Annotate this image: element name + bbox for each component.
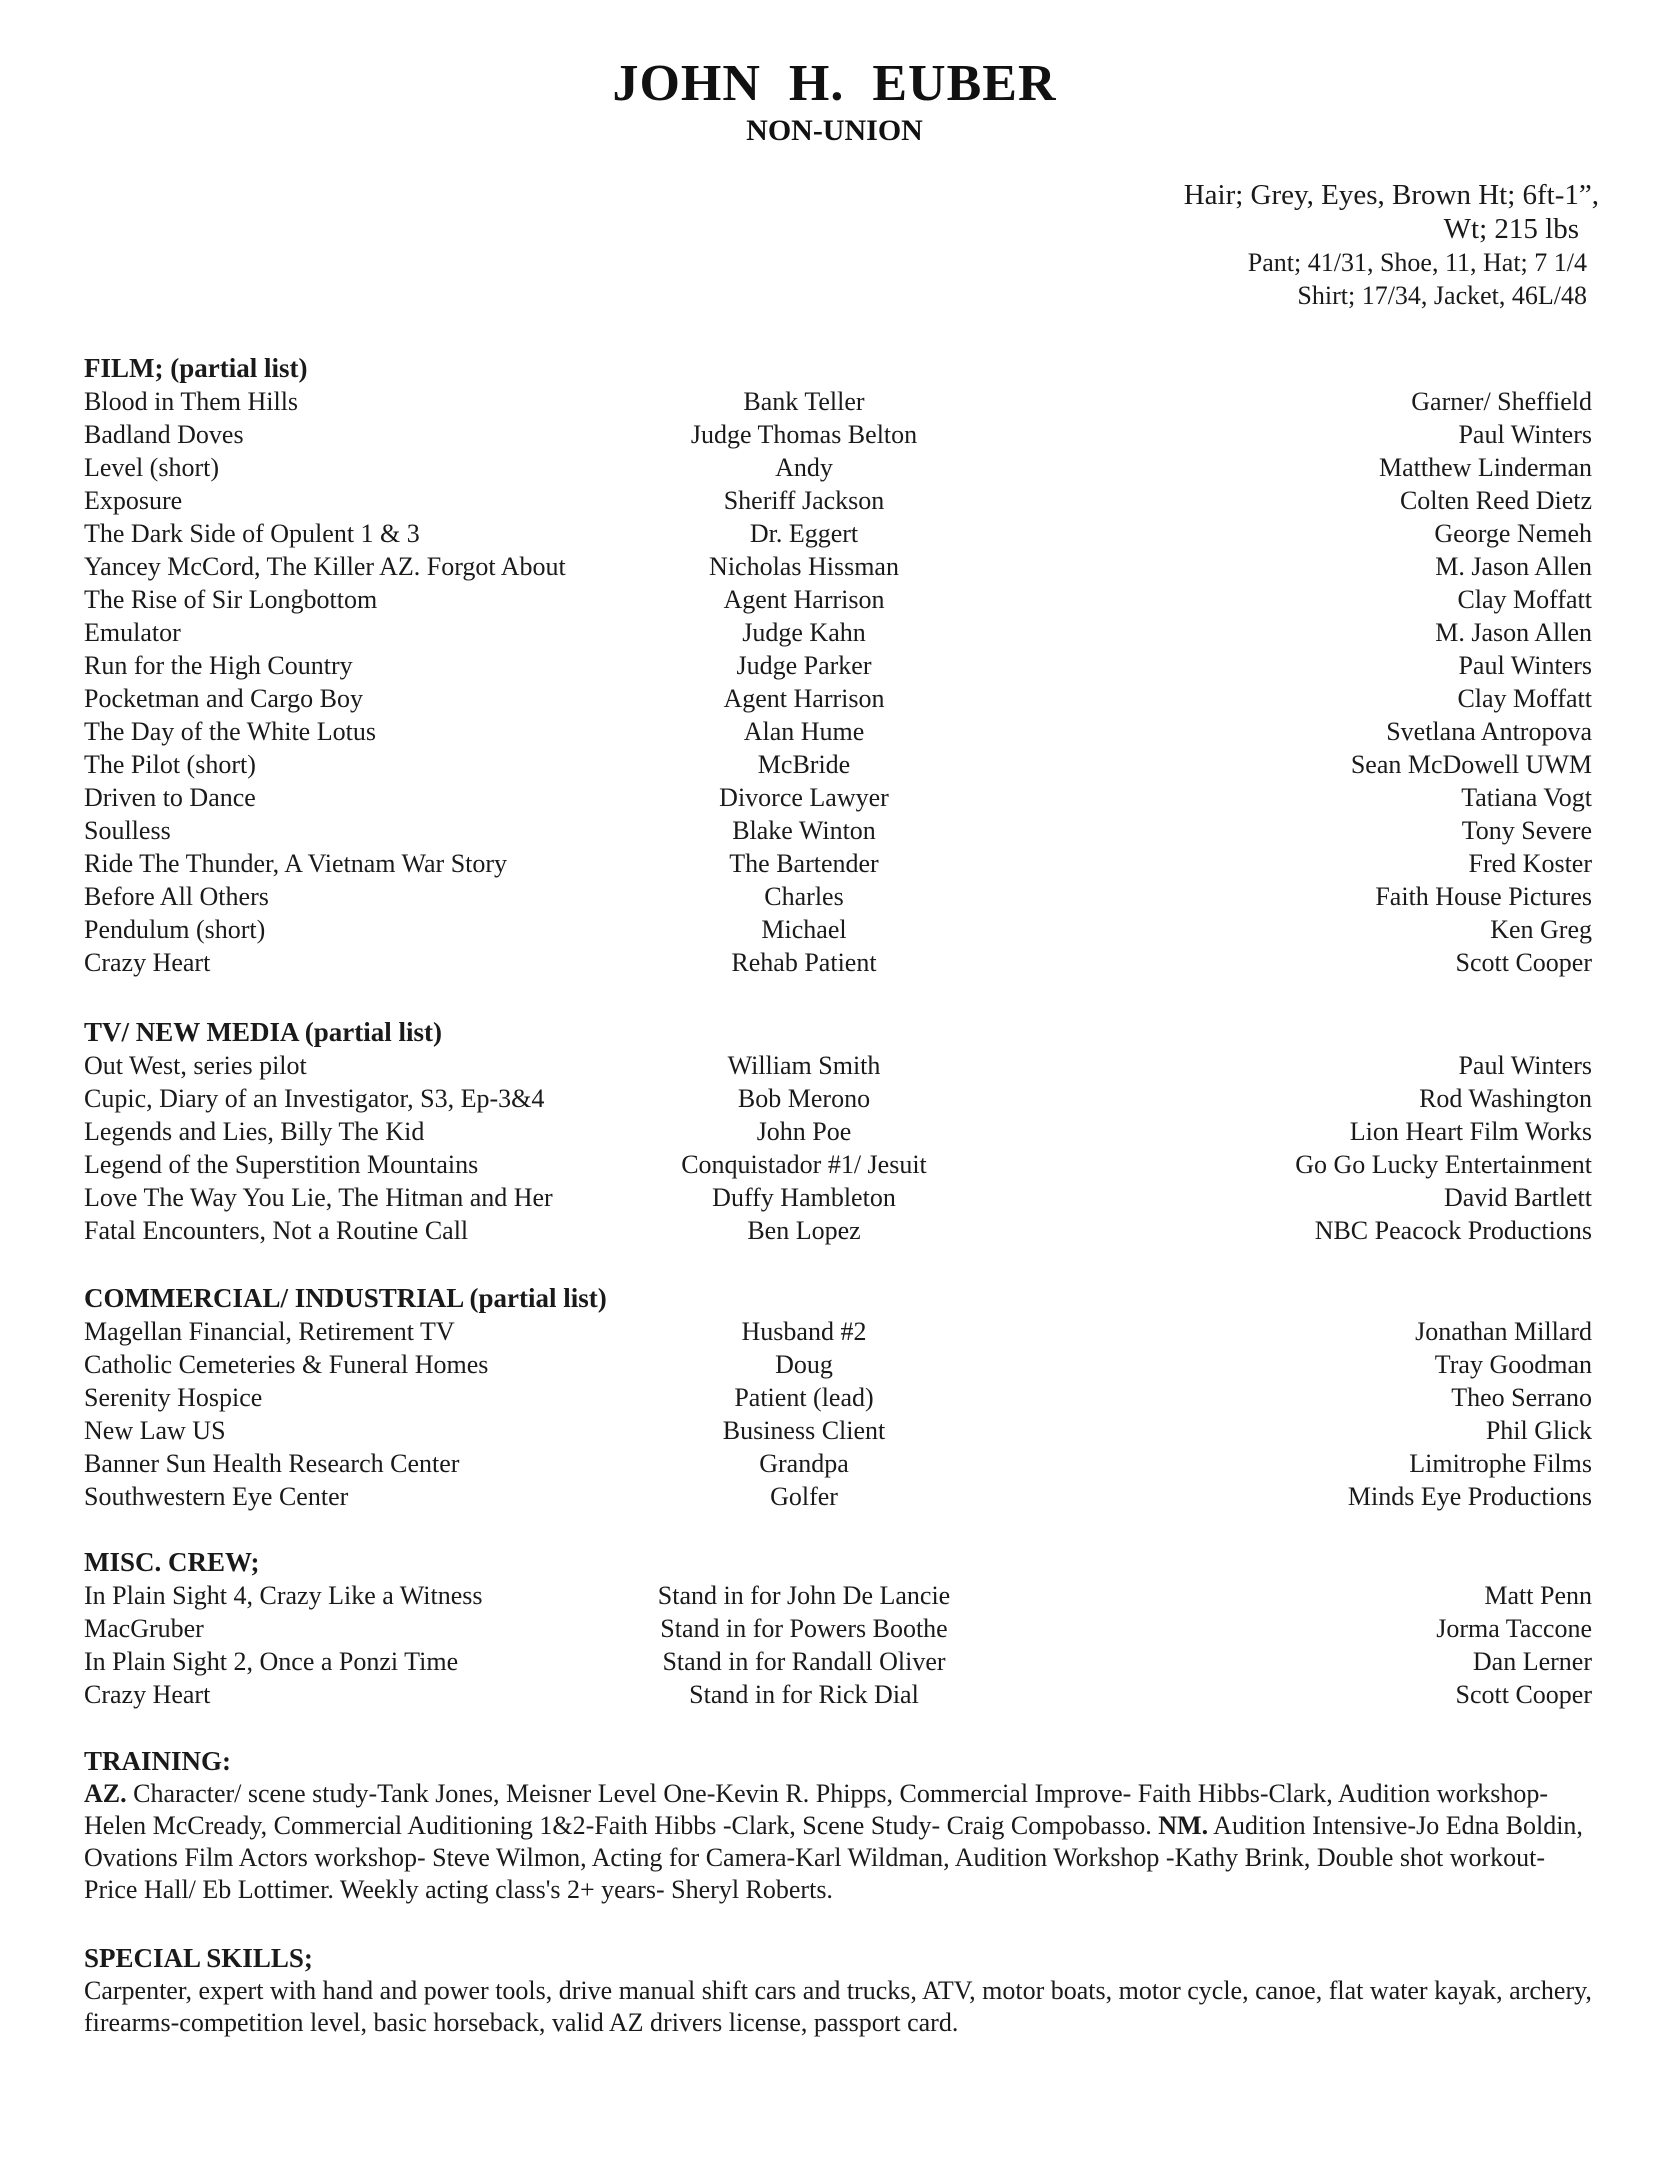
credit-director: Matthew Linderman xyxy=(1379,453,1592,482)
credit-role: Andy xyxy=(775,453,833,482)
credit-row xyxy=(84,748,1592,781)
credit-director: Matt Penn xyxy=(1484,1581,1592,1610)
credit-title: Serenity Hospice xyxy=(84,1383,263,1412)
credit-row xyxy=(84,1082,1592,1115)
credit-role: Rehab Patient xyxy=(731,948,877,977)
training-text xyxy=(84,1778,1592,1906)
credit-title: Exposure xyxy=(84,486,183,515)
credit-role: Charles xyxy=(764,882,844,911)
tv-list xyxy=(84,1049,1592,1247)
credit-row xyxy=(84,1447,1592,1480)
credit-role: Grandpa xyxy=(759,1449,849,1478)
credit-director: Dan Lerner xyxy=(1472,1647,1592,1676)
credit-title: Ride The Thunder, A Vietnam War Story xyxy=(84,849,508,878)
credit-row xyxy=(84,1181,1592,1214)
credit-title: Badland Doves xyxy=(84,420,244,449)
stats-line-2: Wt; 215 lbs xyxy=(1443,213,1579,245)
actor-name: JOHN H. EUBER xyxy=(612,55,1057,112)
credit-director: Tony Severe xyxy=(1461,816,1592,845)
credit-role: John Poe xyxy=(756,1117,852,1146)
credit-director: Scott Cooper xyxy=(1455,1680,1592,1709)
section-title: FILM; (partial list) xyxy=(84,353,308,383)
film-list xyxy=(84,385,1592,979)
credit-row xyxy=(84,484,1592,517)
credit-title: Run for the High Country xyxy=(84,651,353,680)
credit-role: Dr. Eggert xyxy=(749,519,859,548)
credit-role: Conquistador #1/ Jesuit xyxy=(681,1150,927,1179)
credit-role: Golfer xyxy=(770,1482,838,1511)
credit-director: Garner/ Sheffield xyxy=(1411,387,1592,416)
credit-director: M. Jason Allen xyxy=(1435,552,1592,581)
film-section xyxy=(84,352,1592,979)
skills-text: Carpenter, expert with hand and power tools, drive manual shift cars and trucks, ATV, motor boats, motor cycle, canoe, flat water kayak, archery, firearms-competition level, basic horseback, valid AZ drivers license, passport card. xyxy=(84,1976,1592,2037)
credit-row xyxy=(84,1049,1592,1082)
credit-title: Soulless xyxy=(84,816,171,845)
credit-role: Bob Merono xyxy=(737,1084,871,1113)
credit-row xyxy=(84,913,1592,946)
credit-director: Phil Glick xyxy=(1485,1416,1592,1445)
credit-director: Clay Moffatt xyxy=(1457,684,1592,713)
credit-row xyxy=(84,781,1592,814)
credit-role: Doug xyxy=(775,1350,833,1379)
credit-role: Stand in for Rick Dial xyxy=(689,1680,919,1709)
credit-role: Business Client xyxy=(722,1416,886,1445)
credit-row xyxy=(84,418,1592,451)
credit-title: Emulator xyxy=(84,618,181,647)
credit-director: Fred Koster xyxy=(1468,849,1592,878)
credit-title: The Rise of Sir Longbottom xyxy=(84,585,378,614)
credit-director: Svetlana Antropova xyxy=(1386,717,1592,746)
credit-title: Pocketman and Cargo Boy xyxy=(84,684,363,713)
credit-role: The Bartender xyxy=(729,849,879,878)
credit-title: Yancey McCord, The Killer AZ. Forgot About xyxy=(84,552,566,581)
credit-title: Banner Sun Health Research Center xyxy=(84,1449,460,1478)
credit-role: Stand in for John De Lancie xyxy=(657,1581,951,1610)
credit-row xyxy=(84,847,1592,880)
credit-title: Level (short) xyxy=(84,453,220,482)
credit-director: Tatiana Vogt xyxy=(1461,783,1592,812)
credit-title: The Dark Side of Opulent 1 & 3 xyxy=(84,519,420,548)
credit-director: Paul Winters xyxy=(1458,420,1592,449)
credit-row xyxy=(84,682,1592,715)
crew-section xyxy=(84,1546,1592,1711)
credit-row xyxy=(84,814,1592,847)
credit-title: Crazy Heart xyxy=(84,948,211,977)
section-title: TV/ NEW MEDIA (partial list) xyxy=(84,1017,443,1047)
credit-director: Jonathan Millard xyxy=(1415,1317,1592,1346)
credit-role: Blake Winton xyxy=(732,816,876,845)
credit-title: Before All Others xyxy=(84,882,269,911)
credit-role: Stand in for Powers Boothe xyxy=(660,1614,948,1643)
credit-role: Duffy Hambleton xyxy=(712,1183,896,1212)
credit-row xyxy=(84,1678,1592,1711)
credit-director: Paul Winters xyxy=(1458,1051,1592,1080)
credit-title: Magellan Financial, Retirement TV xyxy=(84,1317,455,1346)
credit-row xyxy=(84,1612,1592,1645)
stats-line-3: Pant; 41/31, Shoe, 11, Hat; 7 1/4 xyxy=(1247,248,1587,277)
credit-role: Divorce Lawyer xyxy=(719,783,889,812)
credit-row xyxy=(84,616,1592,649)
credit-title: Love The Way You Lie, The Hitman and Her xyxy=(84,1183,553,1212)
credit-director: Faith House Pictures xyxy=(1375,882,1592,911)
credit-director: Colten Reed Dietz xyxy=(1399,486,1592,515)
union-status: NON-UNION xyxy=(746,114,923,147)
credit-row xyxy=(84,1381,1592,1414)
credit-role: Agent Harrison xyxy=(723,585,885,614)
credit-row xyxy=(84,1315,1592,1348)
credit-row xyxy=(84,1348,1592,1381)
credit-title: Catholic Cemeteries & Funeral Homes xyxy=(84,1350,489,1379)
credit-director: Scott Cooper xyxy=(1455,948,1592,977)
credit-row xyxy=(84,1214,1592,1247)
credit-role: Michael xyxy=(761,915,847,944)
credit-director: M. Jason Allen xyxy=(1435,618,1592,647)
credit-title: Cupic, Diary of an Investigator, S3, Ep-3&4 xyxy=(84,1084,545,1113)
credit-role: McBride xyxy=(757,750,851,779)
credit-director: Go Go Lucky Entertainment xyxy=(1295,1150,1592,1179)
credit-director: Sean McDowell UWM xyxy=(1350,750,1592,779)
credit-row xyxy=(84,550,1592,583)
credit-row xyxy=(84,946,1592,979)
section-title: MISC. CREW; xyxy=(84,1547,260,1577)
credit-title: Blood in Them Hills xyxy=(84,387,299,416)
credit-title: Legends and Lies, Billy The Kid xyxy=(84,1117,425,1146)
credit-role: William Smith xyxy=(727,1051,881,1080)
credit-role: Sheriff Jackson xyxy=(723,486,885,515)
credit-role: Ben Lopez xyxy=(747,1216,861,1245)
credit-director: Clay Moffatt xyxy=(1457,585,1592,614)
credit-director: Theo Serrano xyxy=(1451,1383,1592,1412)
credit-director: Limitrophe Films xyxy=(1409,1449,1592,1478)
credit-row xyxy=(84,715,1592,748)
az-text: Character/ scene study-Tank Jones, Meisner Level One-Kevin R. Phipps, Commercial Improve- Faith Hibbs-Clark, Audition workshop-Helen McCready, Commercial Auditioning 1&2-Faith Hibbs -Clark, Scene Study- Craig Compobasso. xyxy=(84,1779,1549,1840)
credit-row xyxy=(84,1148,1592,1181)
credit-director: Paul Winters xyxy=(1458,651,1592,680)
physical-stats xyxy=(1184,178,1599,312)
credit-director: Rod Washington xyxy=(1419,1084,1592,1113)
credit-role: Judge Thomas Belton xyxy=(690,420,918,449)
commercial-list xyxy=(84,1315,1592,1513)
commercial-section xyxy=(84,1282,1592,1513)
credit-director: Ken Greg xyxy=(1490,915,1592,944)
credit-director: George Nemeh xyxy=(1434,519,1592,548)
credit-role: Judge Parker xyxy=(736,651,872,680)
section-title: COMMERCIAL/ INDUSTRIAL (partial list) xyxy=(84,1283,607,1313)
credit-row xyxy=(84,1115,1592,1148)
crew-list xyxy=(84,1579,1592,1711)
credit-title: Crazy Heart xyxy=(84,1680,211,1709)
credit-role: Patient (lead) xyxy=(734,1383,874,1412)
tv-section xyxy=(84,1016,1592,1247)
credit-director: Lion Heart Film Works xyxy=(1349,1117,1592,1146)
credit-title: The Pilot (short) xyxy=(84,750,256,779)
training-section xyxy=(84,1745,1592,1906)
credit-title: Legend of the Superstition Mountains xyxy=(84,1150,479,1179)
az-label: AZ. xyxy=(84,1779,127,1808)
credit-title: New Law US xyxy=(84,1416,226,1445)
credit-director: NBC Peacock Productions xyxy=(1314,1216,1592,1245)
credit-title: The Day of the White Lotus xyxy=(84,717,376,746)
credit-title: Driven to Dance xyxy=(84,783,256,812)
credit-role: Agent Harrison xyxy=(723,684,885,713)
credit-role: Nicholas Hissman xyxy=(709,552,899,581)
credit-title: Southwestern Eye Center xyxy=(84,1482,349,1511)
credit-role: Judge Kahn xyxy=(742,618,866,647)
credit-title: Fatal Encounters, Not a Routine Call xyxy=(84,1216,469,1245)
credit-role: Bank Teller xyxy=(743,387,865,416)
credit-director: Minds Eye Productions xyxy=(1347,1482,1592,1511)
skills-section xyxy=(84,1942,1592,2039)
credit-row xyxy=(84,1645,1592,1678)
credit-row xyxy=(84,385,1592,418)
credit-row xyxy=(84,1480,1592,1513)
section-title: TRAINING: xyxy=(84,1746,232,1776)
credit-title: In Plain Sight 4, Crazy Like a Witness xyxy=(84,1581,483,1610)
nm-text: Audition Intensive-Jo Edna Boldin, Ovations Film Actors workshop- Steve Wilmon, Acting for Camera-Karl Wildman, Audition Workshop -Kathy Brink, Double shot workout-Price Hall/ Eb Lottimer. Weekly acting class's 2+ years- Sheryl Roberts. xyxy=(84,1811,1583,1904)
credit-role: Husband #2 xyxy=(741,1317,867,1346)
credit-row xyxy=(84,517,1592,550)
stats-line-4: Shirt; 17/34, Jacket, 46L/48 xyxy=(1297,281,1587,310)
credit-title: MacGruber xyxy=(84,1614,204,1643)
nm-label: NM. xyxy=(1158,1811,1209,1840)
credit-director: Tray Goodman xyxy=(1434,1350,1592,1379)
credit-director: David Bartlett xyxy=(1443,1183,1592,1212)
credit-title: In Plain Sight 2, Once a Ponzi Time xyxy=(84,1647,459,1676)
section-title: SPECIAL SKILLS; xyxy=(84,1943,313,1973)
credit-row xyxy=(84,583,1592,616)
credit-director: Jorma Taccone xyxy=(1436,1614,1592,1643)
credit-row xyxy=(84,649,1592,682)
stats-line-1: Hair; Grey, Eyes, Brown Ht; 6ft-1”, xyxy=(1183,179,1599,211)
credit-row xyxy=(84,451,1592,484)
credit-role: Stand in for Randall Oliver xyxy=(662,1647,946,1676)
credit-row xyxy=(84,1414,1592,1447)
credit-title: Out West, series pilot xyxy=(84,1051,307,1080)
credit-title: Pendulum (short) xyxy=(84,915,266,944)
credit-row xyxy=(84,880,1592,913)
credit-row xyxy=(84,1579,1592,1612)
credit-role: Alan Hume xyxy=(743,717,865,746)
